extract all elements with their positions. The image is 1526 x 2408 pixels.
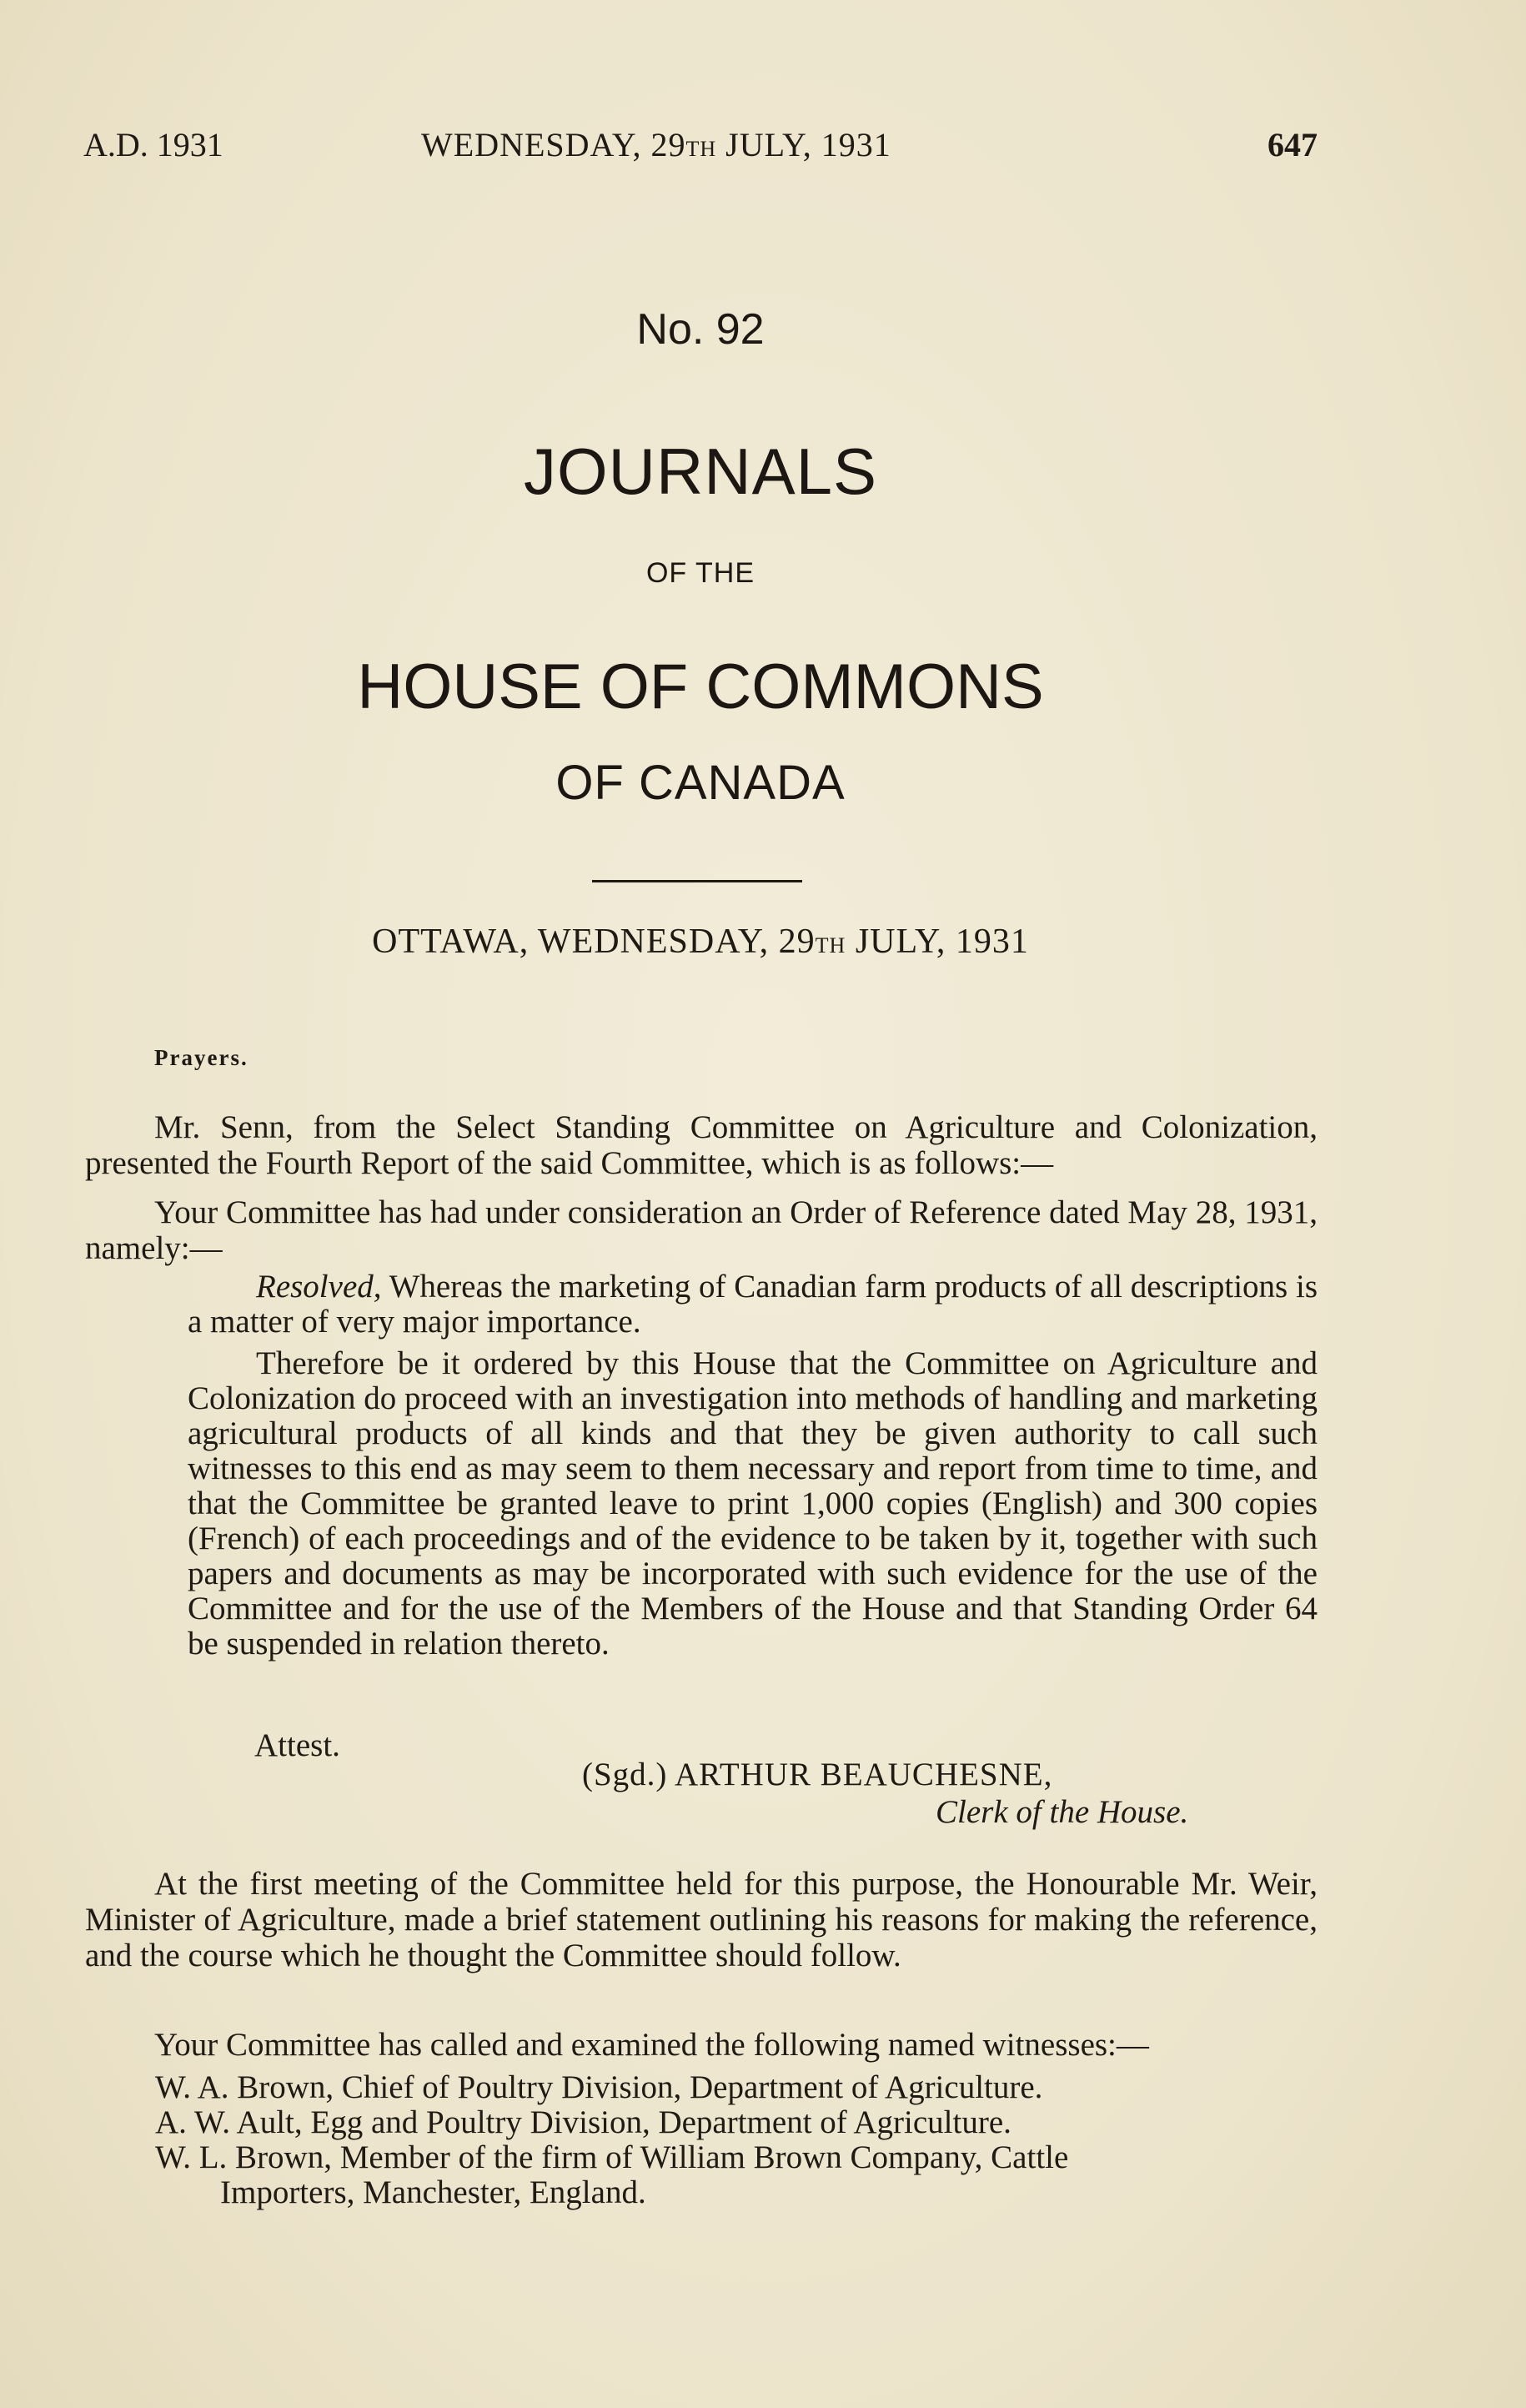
signature-line: (Sgd.) ARTHUR BEAUCHESNE, — [582, 1757, 1053, 1792]
first-meeting-paragraph: At the first meeting of the Committee held for this purpose, the Honourable Mr. Weir, Minister of Agriculture, made a brief statement outlining his reasons for making the reference, and the course which he thought the Committee should follow. — [85, 1866, 1318, 1973]
witness-item: W. A. Brown, Chief of Poultry Division, Department of Agriculture. — [155, 2069, 1043, 2105]
title-connector: OF THE — [645, 557, 755, 589]
therefore-paragraph: Therefore be it ordered by this House that the Committee on Agriculture and Colonization do proceed with an investigation into methods of handling and marketing agricultural products of all kinds and that they be given authority to call such witnesses to this end as may seem to them necessary and report from time to time, and that the Committee be granted leave to print 1,000 copies (English) and 300 copies (French) of each proceedings and of the evidence to be taken by it, together with such papers and documents as may be incorporated with such evidence for the use of the Committee and for the use of the Members of the House and that Standing Order 64 be suspended in relation thereto. — [188, 1345, 1318, 1661]
journal-title: JOURNALS — [523, 435, 878, 508]
report-intro-paragraph: Mr. Senn, from the Select Standing Committee on Agriculture and Colonization, presented the Fourth Report of the said Committee, which is as follows:— — [85, 1109, 1318, 1181]
running-head — [83, 125, 1318, 172]
country-title: OF CANADA — [555, 756, 846, 810]
running-head-date: WEDNESDAY, 29TH JULY, 1931 — [421, 126, 891, 163]
signature-title: Clerk of the House. — [936, 1794, 1189, 1830]
resolved-paragraph: Resolved, Whereas the marketing of Canadian farm products of all descriptions is a matter of very major importance. — [188, 1269, 1318, 1340]
order-of-reference-paragraph: Your Committee has had under consideration an Order of Reference dated May 28, 1931, namely:— — [85, 1194, 1318, 1266]
title-divider — [592, 880, 802, 882]
witnesses-intro: Your Committee has called and examined the following named witnesses:— — [154, 2027, 1149, 2063]
resolved-label: Resolved, — [256, 1269, 382, 1305]
issue-number: No. 92 — [636, 305, 765, 354]
running-head-year: A.D. 1931 — [83, 126, 223, 163]
witness-item: W. L. Brown, Member of the firm of William Brown Company, Cattle Importers, Manchester, England. — [155, 2139, 1069, 2210]
witness-item: A. W. Ault, Egg and Poultry Division, Department of Agriculture. — [155, 2104, 1011, 2140]
house-title: HOUSE OF COMMONS — [357, 651, 1044, 722]
page-number: 647 — [1267, 126, 1318, 163]
attest-label: Attest. — [254, 1727, 340, 1763]
prayers-heading: Prayers. — [154, 1045, 248, 1070]
dateline: OTTAWA, WEDNESDAY, 29TH JULY, 1931 — [372, 922, 1029, 961]
